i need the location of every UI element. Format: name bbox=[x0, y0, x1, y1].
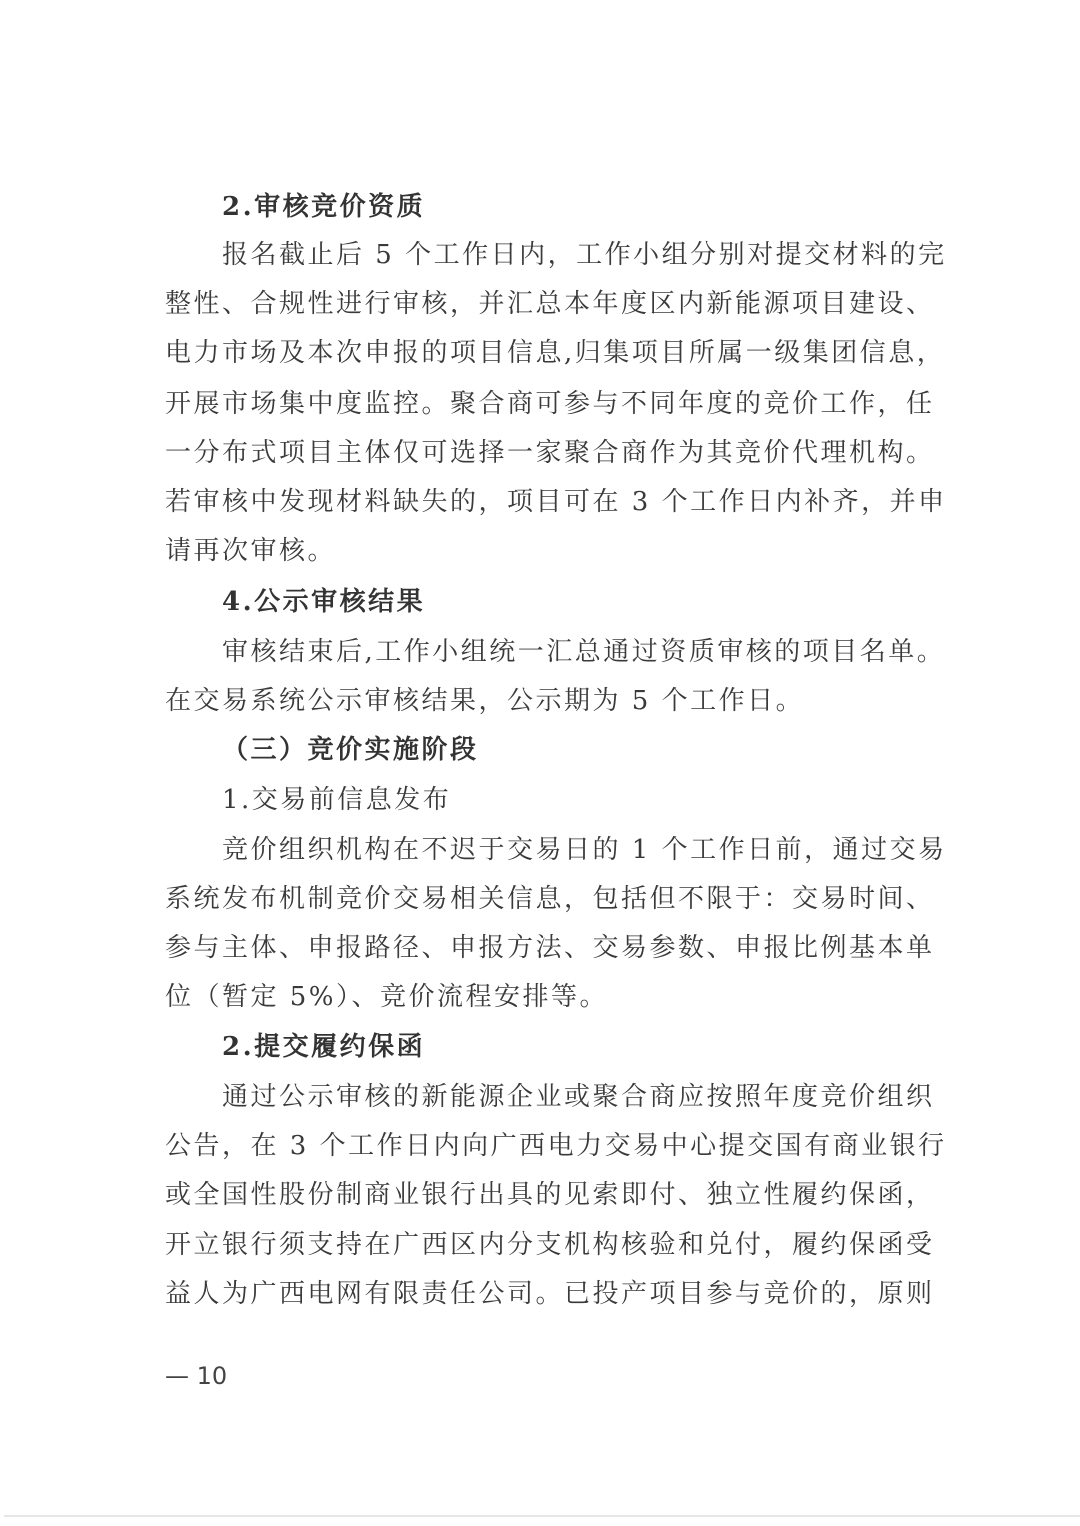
section-heading: 2.提交履约保函 bbox=[222, 1032, 426, 1062]
section-heading: （三）竞价实施阶段 bbox=[222, 735, 479, 765]
section-heading: 2.审核竞价资质 bbox=[222, 192, 426, 222]
paragraph-line: 公告，在 3 个工作日内向广西电力交易中心提交国有商业银行 bbox=[165, 1131, 947, 1161]
paragraph-line: 若审核中发现材料缺失的，项目可在 3 个工作日内补齐，并申 bbox=[165, 487, 947, 517]
paragraph-line: 竞价组织机构在不迟于交易日的 1 个工作日前，通过交易 bbox=[222, 835, 947, 865]
paragraph-line: 开立银行须支持在广西区内分支机构核验和兑付，履约保函受 bbox=[165, 1230, 935, 1260]
paragraph-line: 益人为广西电网有限责任公司。已投产项目参与竞价的，原则 bbox=[165, 1279, 935, 1309]
paragraph-line: 请再次审核。 bbox=[165, 536, 337, 566]
paragraph-line: 电力市场及本次申报的项目信息,归集项目所属一级集团信息， bbox=[165, 338, 946, 368]
page-number: — 10 bbox=[165, 1362, 228, 1390]
paragraph-line: 参与主体、申报路径、申报方法、交易参数、申报比例基本单 bbox=[165, 933, 935, 963]
section-heading: 4.公示审核结果 bbox=[222, 587, 426, 617]
paragraph-line: 或全国性股份制商业银行出具的见索即付、独立性履约保函， bbox=[165, 1180, 935, 1210]
paragraph-line: 开展市场集中度监控。聚合商可参与不同年度的竞价工作，任 bbox=[165, 389, 935, 419]
paragraph-line: 报名截止后 5 个工作日内，工作小组分别对提交材料的完 bbox=[222, 240, 947, 270]
paragraph-line: 审核结束后,工作小组统一汇总通过资质审核的项目名单。 bbox=[222, 637, 946, 667]
paragraph-line: 一分布式项目主体仅可选择一家聚合商作为其竞价代理机构。 bbox=[165, 438, 935, 468]
paragraph-line: 1.交易前信息发布 bbox=[222, 785, 452, 815]
paragraph-line: 整性、合规性进行审核，并汇总本年度区内新能源项目建设、 bbox=[165, 289, 935, 319]
page-bottom-edge bbox=[4, 1515, 1080, 1517]
paragraph-line: 位（暂定 5%）、竞价流程安排等。 bbox=[165, 982, 609, 1012]
paragraph-line: 通过公示审核的新能源企业或聚合商应按照年度竞价组织 bbox=[222, 1082, 935, 1112]
paragraph-line: 系统发布机制竞价交易相关信息，包括但不限于：交易时间、 bbox=[165, 884, 935, 914]
paragraph-line: 在交易系统公示审核结果，公示期为 5 个工作日。 bbox=[165, 686, 805, 716]
